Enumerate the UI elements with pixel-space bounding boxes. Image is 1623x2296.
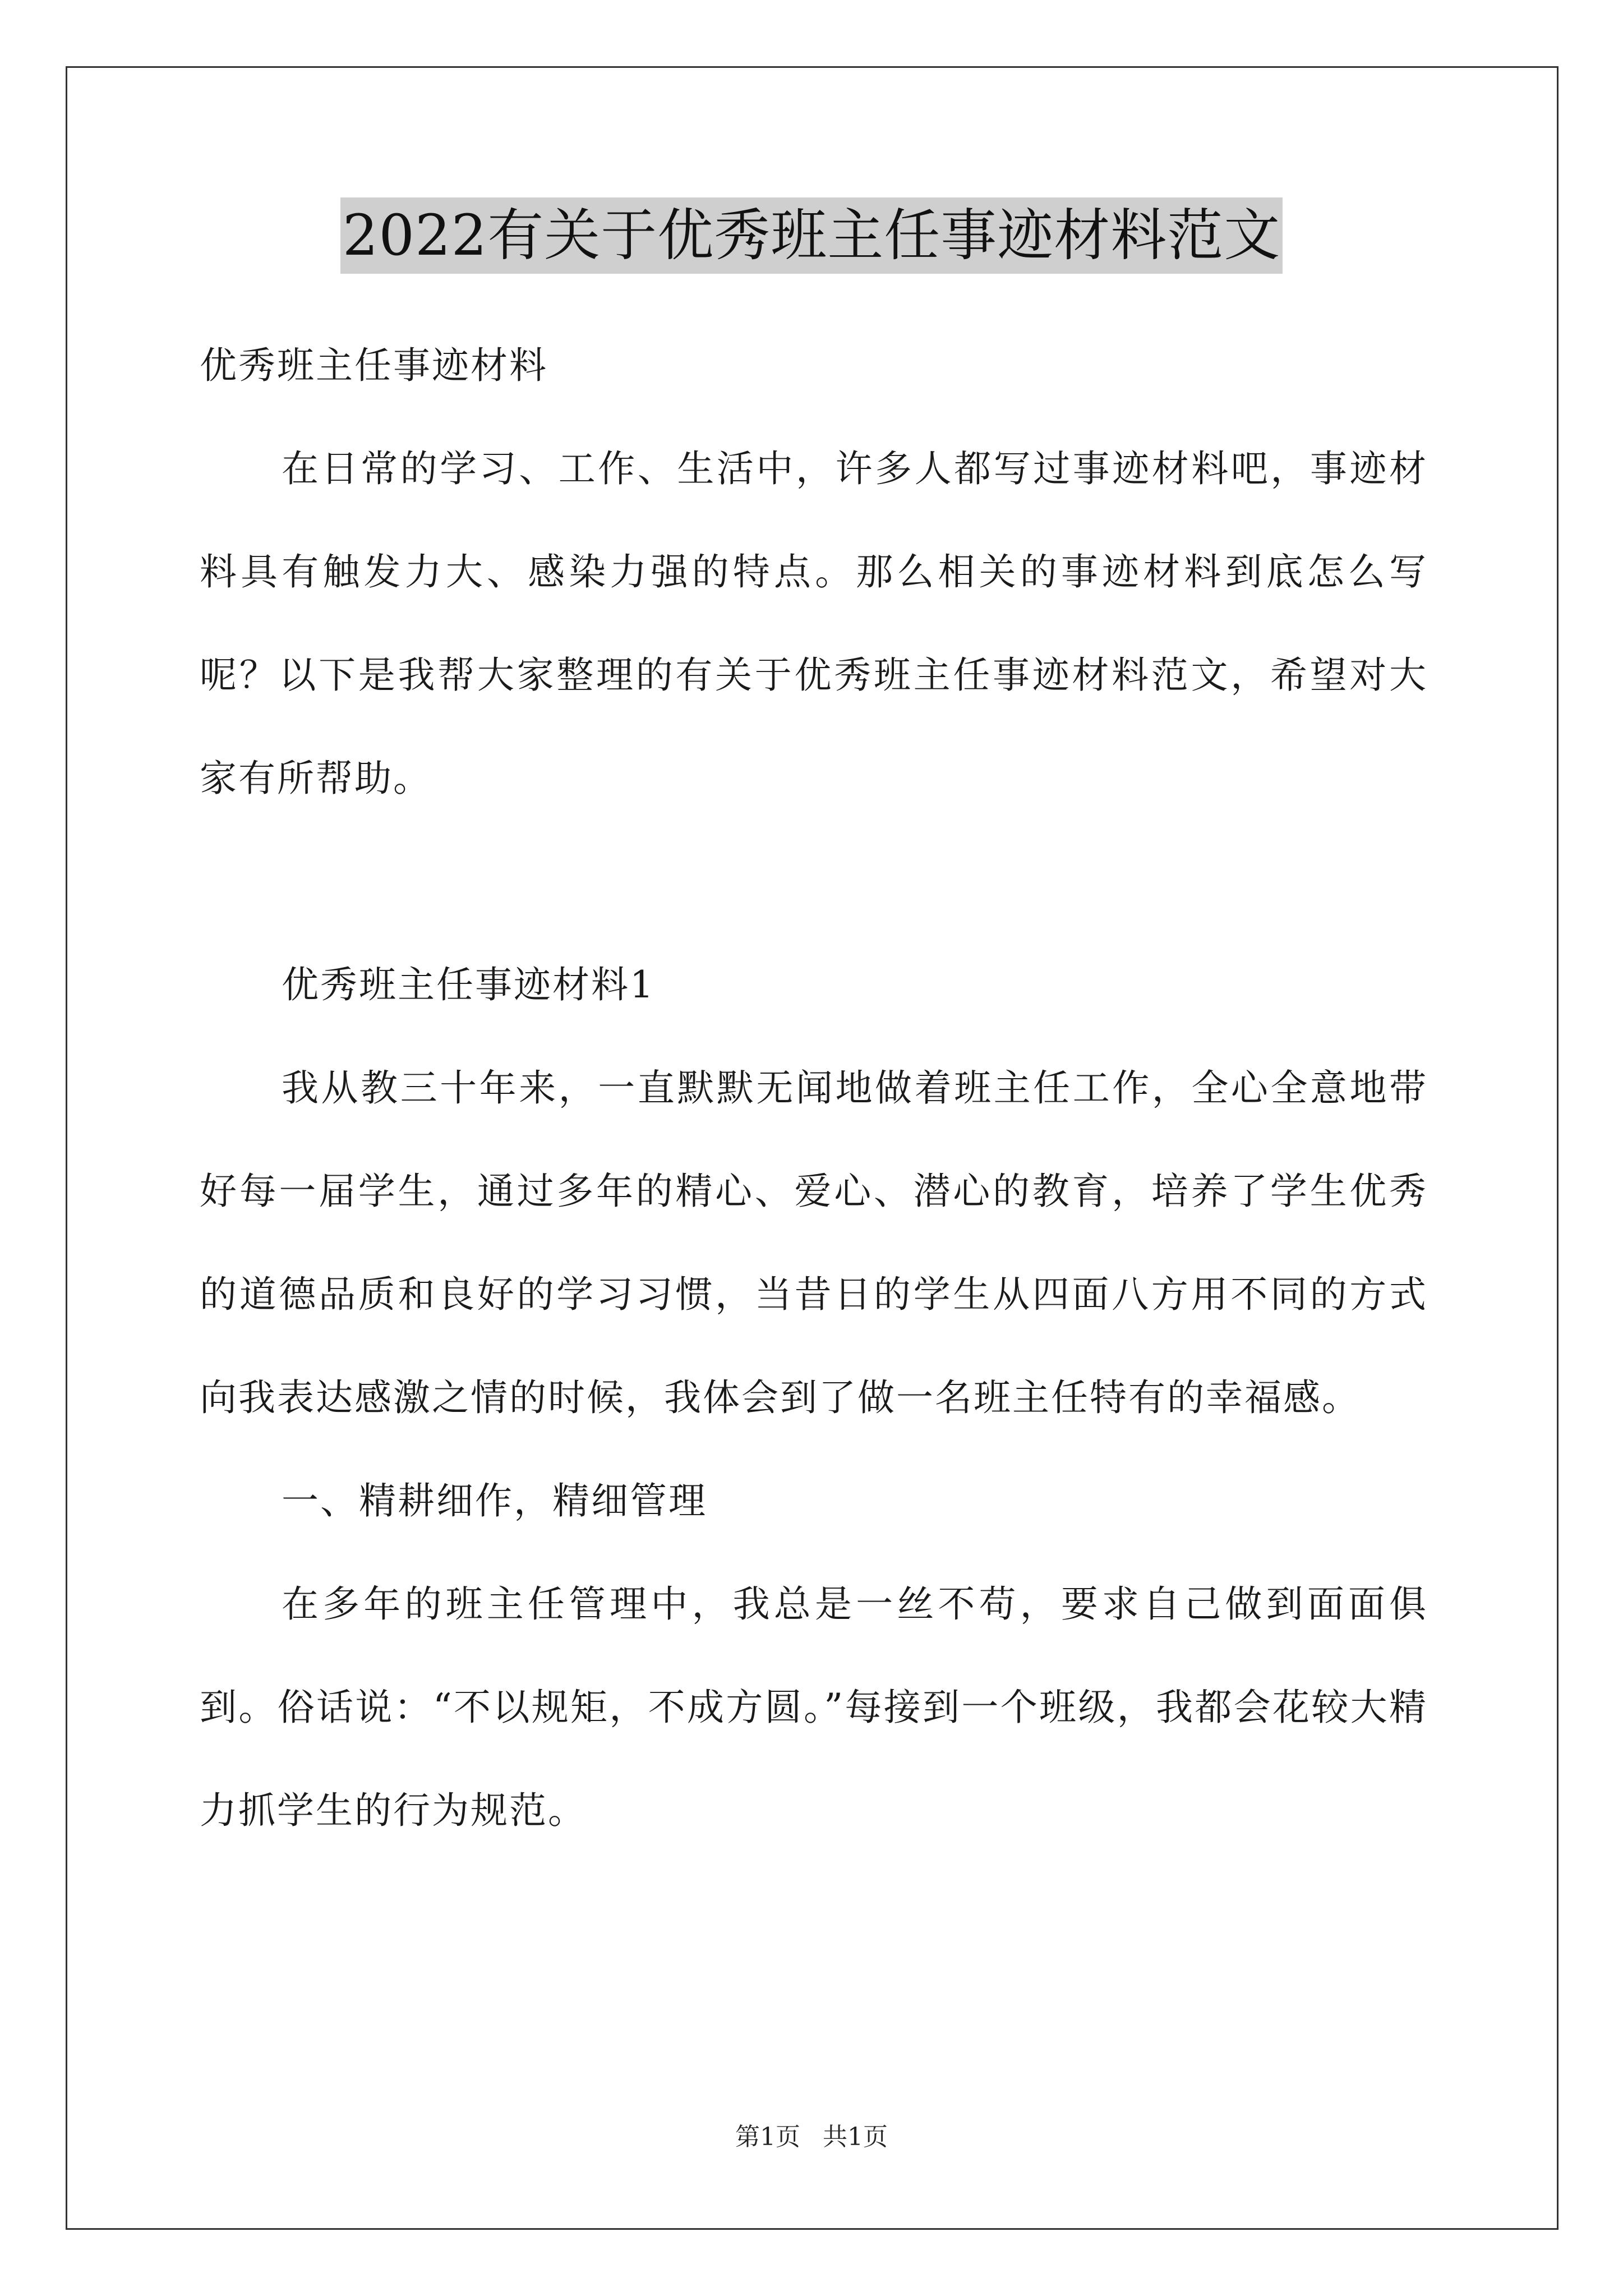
page-footer xyxy=(0,2120,1623,2154)
intro-paragraph: 在日常的学习、工作、生活中，许多人都写过事迹材料吧，事迹材料具有触发力大、感染力强的特点。那么相关的事迹材料到底怎么写呢？以下是我帮大家整理的有关于优秀班主任事迹材料范文，希望对大家有所帮助。 xyxy=(200,447,1428,800)
point-heading: 一、精耕细作，精细管理 xyxy=(282,1479,707,1522)
title-container xyxy=(0,197,1623,274)
page-total: 共1页 xyxy=(823,2123,888,2151)
body-paragraph: 在多年的班主任管理中，我总是一丝不苟，要求自己做到面面俱到。俗话说：“不以规矩，不成方圆。”每接到一个班级，我都会花较大精力抓学生的行为规范。 xyxy=(200,1582,1428,1832)
body-paragraph: 我从教三十年来，一直默默无闻地做着班主任工作，全心全意地带好每一届学生，通过多年的精心、爱心、潜心的教育，培养了学生优秀的道德品质和良好的学习习惯，当昔日的学生从四面八方用不同的方式向我表达感激之情的时候，我体会到了做一名班主任特有的幸福感。 xyxy=(200,1066,1428,1419)
document-body xyxy=(200,314,1428,1862)
blank-line xyxy=(200,830,1428,933)
section-heading: 优秀班主任事迹材料 xyxy=(200,344,548,387)
subsection-heading: 优秀班主任事迹材料1 xyxy=(282,963,655,1006)
page-number: 第1页 xyxy=(735,2123,800,2151)
document-title: 2022有关于优秀班主任事迹材料范文 xyxy=(340,197,1283,274)
